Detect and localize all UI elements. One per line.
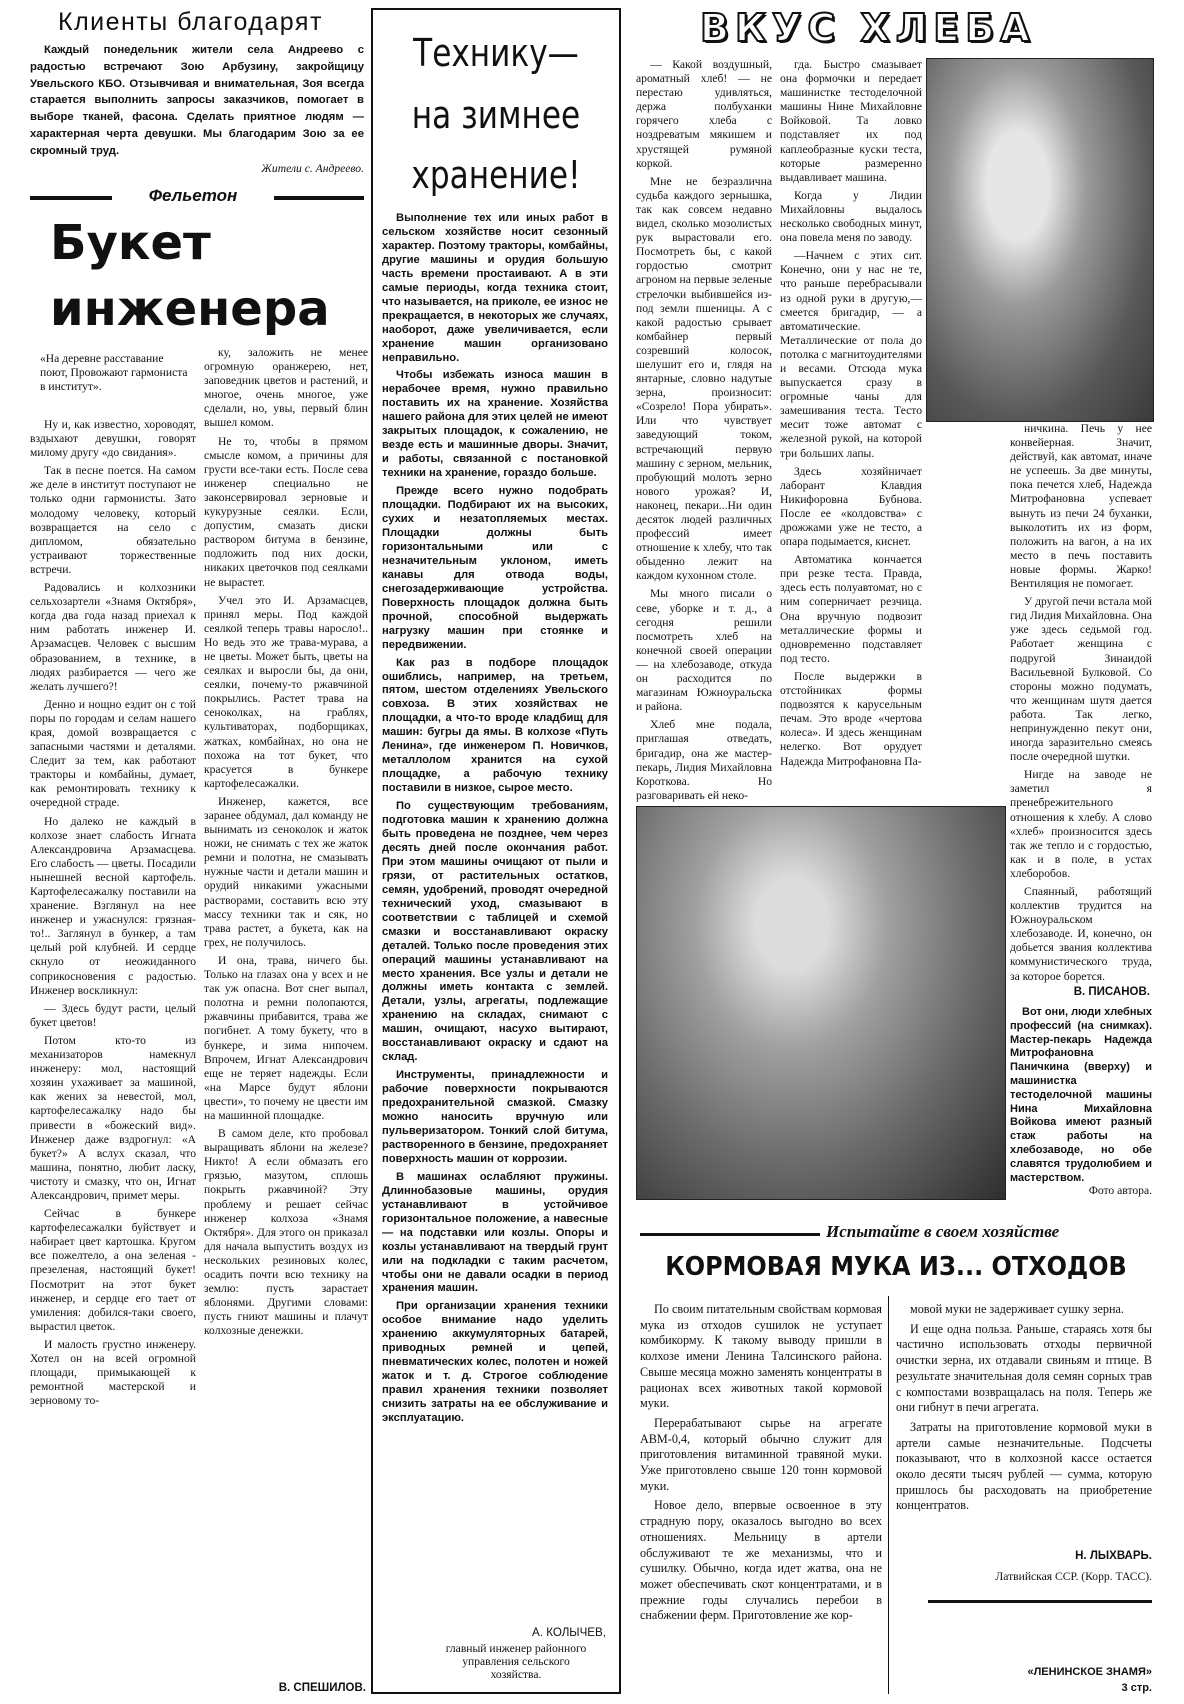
paragraph: После выдержки в отстойниках формы подвозятся к карусельным печам. Это вроде «чертова колеса». И здесь женщинам нелегко. Вот орудует Надежда Митрофановна Па- xyxy=(780,669,922,768)
feuilleton-rule-left xyxy=(30,196,112,200)
kormovaya-sign-place: Латвийская ССР. (Корр. ТАСС). xyxy=(995,1570,1152,1583)
feuilleton-column-1 xyxy=(30,418,196,1690)
paragraph: Так в песне поется. На самом же деле в институт поступают не только одни гармонисты. Зато молодому человеку, который возвращается на село с дипломом, обязательно устраивают торжественные встречи. xyxy=(30,464,196,576)
paragraph: Но далеко не каждый в колхозе знает слабость Игната Александровича Арзамасцева. Его слабость — цветы. Посадили нынешней весной картофель. Картофелесажалку поставили на хранение. Взглянул на нее инженер и ужаснулся: грязная-то!.. Заглянул в бункер, а там целый рой клубней. И сердце скнуло от неожиданного соприкосновения с радостью. Инженер воскликнул: xyxy=(30,814,196,997)
paragraph: Автоматика кончается при резке теста. Правда, здесь есть полуавтомат, но с ним соперничает резчица. Она вручную подвозит металлические формы и одновременно подставляет под тесто. xyxy=(780,553,922,665)
paragraph: Не то, чтобы в прямом смысле комом, а причины для грусти все-таки есть. После сева инженер специально не законсервировал зерновые и кукурузные сеялки. Если, допустим, смазать диски раствором битума в бензине, подложить под них доски, никаких цветочков под сеялками не вырастет. xyxy=(204,434,368,589)
kormovaya-rubric: Испытайте в своем хозяйстве xyxy=(826,1222,1060,1241)
tekhnika-title-2: на зимнее xyxy=(411,93,581,137)
klienty-title: Клиенты благодарят xyxy=(58,8,323,36)
baker-photo-top xyxy=(926,58,1154,422)
tekhnika-title-3: хранение! xyxy=(411,153,581,197)
kormovaya-column-1 xyxy=(640,1302,882,1696)
paragraph: И малость грустно инженеру. Хотел он на всей огромной площади, примыкающей к ремонтной мастерской и зерновому то- xyxy=(30,1337,196,1408)
feuilleton-column-2 xyxy=(204,346,368,1676)
kormovaya-column-2 xyxy=(896,1302,1152,1532)
paragraph: Нигде на заводе не заметил я пренебрежительного отношения к хлебу. А слово «хлеб» произносится здесь так же тепло и с гордостью, как и в поле, в устах хлеборобов. xyxy=(1010,768,1152,880)
paragraph: Инструменты, принадлежности и рабочие поверхности покрываются предохранительной смазкой. Смазку можно наносить вручную или пульверизатором. Тонкий слой битума, растворенного в бензине, предохраняет поверхность машин от коррозии. xyxy=(382,1069,608,1165)
vkus-sign: В. ПИСАНОВ. xyxy=(1073,986,1150,998)
paragraph: Выполнение тех или иных работ в сельском хозяйстве носит сезонный характер. Поэтому тракторы, комбайны, другие машины и орудия большую часть времени простаивают. А в эти самые периоды, когда техника стоит, что называется, на приколе, ее износ не прекращается, в некоторых же случаях, наоборот, даже увеличивается, если хранение машин организовано неправильно. xyxy=(382,212,608,364)
tekhnika-text xyxy=(382,212,608,1620)
paragraph: При организации хранения техники особое внимание надо уделить хранению аккумуляторных батарей, приводных ремней и цепей, пневматических колес, полотен и ножей жаток и т. д. Строгое соблюдение правил хранения техники позволяет снизить затраты на ее обслуживание и эксплуатацию. xyxy=(382,1300,608,1425)
footer-rule xyxy=(928,1600,1152,1603)
feuilleton-title-2: инженера xyxy=(50,281,330,337)
paragraph: Радовались и колхозники сельхозартели «Знамя Октября», когда два года назад приехал к ним работать инженер И. Арзамасцев. Человек с высшим образованием, в технике, в людях разбирается — чего же желать лучшего?! xyxy=(30,581,196,693)
vkus-photo-credit: Фото автора. xyxy=(1088,1184,1152,1197)
paragraph: Потом кто-то из механизаторов намекнул инженеру: мол, настоящий хозяин ухаживает за машиной, как жених за невестой, мол, картофелесажалку надо бы привести в «божеский вид». Инженер даже вздрогнул: «А букет?» А вслух сказал, что машина, понятно, любит ласку, чистоту и смазку, что он, Игнат Александрович, примет меры. xyxy=(30,1033,196,1202)
paragraph: мовой муки не задерживает сушку зерна. xyxy=(910,1302,1124,1316)
paragraph: Инженер, кажется, все заранее обдумал, дал команду не вынимать из сеноколок и жаток ножи, не снимать с тех же жаток ремни и полотна, не смазывать нужные части и детали машин и орудий никакими ужасными растворами, составить всю эту массу техники так и сяк, но трава растет, а букета, как на грех, не получилось. xyxy=(204,794,368,949)
kormovaya-column-divider xyxy=(888,1296,889,1694)
vkus-column-2 xyxy=(780,58,922,800)
paragraph: Затраты на приготовление кормовой муки в артели самые незначительные. Подсчеты показывают, что в колхозной кассе остается около десяти тысяч рублей — сумма, которую пришлось бы расходовать на приобретение концентратов. xyxy=(896,1419,1152,1513)
tekhnika-sign-role: главный инженер районного управления сельского хозяйства. xyxy=(445,1642,587,1681)
paragraph: гда. Быстро смазывает она формочки и передает машинистке тестоделочной машины Нине Михайловне Войковой. Та ловко подставляет их под каплеобразные куски теста, которые размеренно выдавливает машина. xyxy=(780,58,922,184)
paragraph: В самом деле, кто пробовал выращивать яблони на железе? Никто! А если обмазать его грязью, мазутом, сплошь покрыть ржавчиной? Эту проблему и решает сейчас инженер колхоза «Знамя Октября». Для этого он приказал для начала выпустить воздух из нескольких резиновых колес, осадить почти всю технику на землю: пусть зарастает яблонями. Другими словами: пусть гниют машины и плачут колхозные денежки. xyxy=(204,1127,368,1338)
paragraph: Сейчас в бункере картофелесажалки буйствует и набирает цвет картошка. Кругом все пожелтело, а она зеленая - презеленая, настоящий букет! Посмотрит на этот букет инженер, и сердце его тает от умиления: добился-таки своего, вырастил цветок. xyxy=(30,1207,196,1333)
vkus-caption: Вот они, люди хлебных профессий (на снимках). Мастер-пекарь Надежда Митрофановна Паничкина (вверху) и машинистка тестоделочной машины Нина Михайловна Войкова имеют разный стаж работы на хлебозаводе, но обе славятся трудолюбием и мастерством. xyxy=(1010,1006,1152,1184)
paragraph: По своим питательным свойствам кормовая мука из отходов сушилок не уступает комбикорму. К такому выводу пришли в колхозе имени Ленина Талсинского района. Свыше месяца можно заменять концентраты в рационах всех животных такой кормовой муки. xyxy=(640,1302,882,1411)
paragraph: ничкина. Печь у нее конвейерная. Значит, действуй, как автомат, иначе не успеешь. За две минуты, пока печется хлеб, Надежда Митрофановна успевает вынуть из печи 24 буханки, выколотить их из форм, положить на вагон, а на их место в печь поставить новые формы. Жарко! Вентиляция не помогает. xyxy=(1010,422,1152,591)
paragraph: И она, трава, ничего бы. Только на глазах она у всех и не так уж опасна. Вот снег выпал, полотна и ремни полопаются, ржавчины прибавится, трава же погибнет. А тому букету, что в бункере, и зима нипочем. Впрочем, Игнат Александрович еще не теряет надежды. Если «на Марсе будут яблони цвести», то почему не цвести им на машинной площадке. xyxy=(204,953,368,1122)
tekhnika-title-1: Технику— xyxy=(413,31,579,75)
paragraph: Новое дело, впервые освоенное в эту страдную пору, оказалось выгодно во всех отношениях. Мельницу в артели обслуживают те же механизмы, что и сушилку. Обычно, когда идет жатва, она не может обеспечивать скот концентратами, и в прежние годы случались перебои в снабжении ферм. Приготовление же кор- xyxy=(640,1498,882,1623)
paragraph: По существующим требованиям, подготовка машин к хранению должна быть проведена не позднее, чем через десять дней после окончания работ. При этом машины очищают от пыли и грязи, от растительных остатков, семян, удобрений, проводят очередной технический уход, смазывают в соответствии с таблицей и схемой смазки и восстанавливают окраску деталей. Только после проведения этих операций машины устанавливают на место хранения. Все узлы и детали не должны иметь контакта с землей. Детали, узлы, агрегаты, подлежащие хранению на складах, снимают с машин, очищают, насухо вытирают, восстанавливают окраску и сдают на склад. xyxy=(382,800,608,1064)
vkus-column-1 xyxy=(636,58,773,802)
kormovaya-sign-name: Н. ЛЫХВАРЬ. xyxy=(1075,1550,1152,1562)
feuilleton-epigraph: «На деревне расставание поют, Провожают гармониста в институт». xyxy=(40,352,188,394)
paragraph: В машинах ослабляют пружины. Длиннобазовые машины, орудия устанавливают в устойчивое горизонтальное положение, а навесные — на подставки или козлы. Опоры и козлы устанавливают на твердый грунт или на подкладки с таким расчетом, чтобы они не давали осадки в период хранения машин. xyxy=(382,1170,608,1295)
paragraph: И еще одна польза. Раньше, стараясь хотя бы частично использовать отходы первичной очистки зерна, их отдавали свиньям и птице. В результате значительная доля семян сорных трав с компостами возвращалась на поля. Теперь же они гибнут в печи агрегата. xyxy=(896,1321,1152,1415)
paragraph: Мы много писали о севе, уборке и т. д., а сегодня решили посмотреть хлеб на конечной своей операции — на хлебозаводе, откуда он расходится по магазинам Южноуральска и района. xyxy=(636,587,772,714)
vkus-column-3 xyxy=(1010,422,1152,983)
footer-page-number: 3 стр. xyxy=(1121,1682,1152,1694)
feuilleton-rubric: Фельетон xyxy=(148,186,238,205)
tekhnika-sign-name: А. КОЛЫЧЕВ, xyxy=(532,1626,606,1639)
paragraph: Прежде всего нужно подобрать площадки. Подбирают их на высоких, сухих и незатопляемых местах. Площадки должны быть горизонтальными или с незначительным уклоном, иметь канавы для отвода воды, снегозадерживающие устройства. Поверхность площадок должна быть прочной, способной выдержать нагрузку машин при стоянке и передвижении. xyxy=(382,485,608,651)
paragraph: Ну и, как известно, хороводят, вздыхают девушки, говорят милому другу «до свидания». xyxy=(30,418,196,460)
paragraph: Мне не безразлична судьба каждого зернышка, так как совсем недавно видел, сколько мозолистых рук вырастовали его. Посмотреть бы, с какой гордостью смотрит агроном на первые зеленые стрелочки выбившейся из-под земли пшеницы. А с какой радостью срывает комбайнер первый созревший колосок, шелушит его и, глядя на янтарные, словно надутые зерна, произносит: «Созрело! Пора убирать». Или что чувствует заведующий током, встречающий первую машину с зерном, мельник, пробующий молоть зерно нового урожая? И, наконец, пекари...Ни один десяток людей различных профессий имеет отношение к хлебу, что так обыденно лежит на каждом кухонном столе. xyxy=(636,174,773,583)
paragraph: Учел это И. Арзамасцев, принял меры. Под каждой сеялкой теперь травы наросло!.. Но ведь это же трава-мурава, а не цветы. Может быть, цветы на сеялках и выросли бы, да они, сеялки, почему-то ржавчиной покрылись. Растет трава на сеноколках, на граблях, культиваторах, подборщиках, жатках, комбайнах, но она не похожа на тот букет, что красуется в бункере картофелесажалки. xyxy=(204,593,368,790)
paragraph: — Какой воздушный, ароматный хлеб! — не перестаю удивляться, держа полбуханки горячего хлеба с ноздреватым мякишем и хрустящей румяной коркой. xyxy=(636,58,772,170)
feuilleton-sign: В. СПЕШИЛОВ. xyxy=(278,1682,366,1694)
vkus-title: ВКУС ХЛЕБА xyxy=(700,6,1036,50)
paragraph: Спаянный, работящий коллектив трудится на Южноуральском хлебозаводе. И, конечно, он добьется звания коллектива коммунистического труда, за которое борется. xyxy=(1010,885,1152,983)
footer-paper-name: «ЛЕНИНСКОЕ ЗНАМЯ» xyxy=(1027,1666,1152,1678)
paragraph: Чтобы избежать износа машин в нерабочее время, нужно правильно поставить их на хранение. Хозяйства нашего района для этих целей не имеют закрытых площадок, к сожалению, не везде есть и машинные дворы. Значит, и работы, связанной с постановкой техники на хранение, гораздо больше. xyxy=(382,369,608,480)
paragraph: Как раз в подборе площадок ошиблись, например, на третьем, пятом, шестом отделениях Увельского совхоза. В этих хозяйствах не площадки, а что-то вроде кладбищ для машин: бугры да ямы. В колхозе «Путь Ленина», где инженером П. Новичков, металлолом хранится на сухой площадке, а рабочую технику поставили в низкое, сырое место. xyxy=(382,656,608,795)
baker-photo-bottom xyxy=(636,806,1006,1200)
paragraph: Здесь хозяйничает лаборант Клавдия Никифоровна Бубнова. После ее «колдовства» с дрожжами уже не тесто, а опара подымается, киснет. xyxy=(780,464,922,549)
paragraph: Хлеб мне подала, приглашая отведать, бригадир, она же мастер-пекарь, Лидия Михайловна Короткова. Но разговаривать ей неко- xyxy=(636,718,772,802)
paragraph: ку, заложить не менее огромную оранжерею, нет, заповедник цветов и растений, и многое, очень многое, уже сделали, но, увы, первый блин вышел комом. xyxy=(204,346,368,430)
paragraph: — Здесь будут расти, целый букет цветов! xyxy=(30,1001,196,1029)
paragraph: —Начнем с этих сит. Конечно, они у нас не те, что раньше перебрасывали из одной руки в другую,—смеется бригадир, — а автоматические. Металлические от пола до потолка с магнитоудителями и весами. Отсюда мука выпускается сразу в огромные чаны для замешивания теста. Тесто месит тоже автомат с железной рукой, на которой три больших лапы. xyxy=(780,249,922,460)
paragraph: У другой печи встала мой гид Лидия Михайловна. Она уже здесь седьмой год. Работает женщина с подругой Зинаидой Васильевной Булковой. Со стороны можно подумать, что женщинам шутя дается работа. Так легко, непринужденно пекут они, иногда заразительно смеясь после очередной шутки. xyxy=(1010,595,1152,764)
kormovaya-title: КОРМОВАЯ МУКА ИЗ... ОТХОДОВ xyxy=(665,1252,1127,1282)
kormovaya-rule-left xyxy=(640,1233,820,1236)
paragraph: Денно и нощно ездит он с той поры по городам и селам нашего края, домой возвращается с запасными частями и деталями. Следит за тем, как работают тракторы и комбайны, думает, как ремонтировать технику к очередной страде. xyxy=(30,697,196,810)
paragraph: Перерабатывают сырье на агрегате АВМ-0,4, который обычно служит для приготовления витаминной травяной муки. Уже приготовлено свыше 120 тонн кормовой муки. xyxy=(640,1415,882,1493)
feuilleton-title-1: Букет xyxy=(50,215,211,271)
klienty-text: Каждый понедельник жители села Андреево с радостью встречают Зою Арбузину, закройщицу Увельского КБО. Отзывчивая и внимательная, Зоя всегда старается выполнить запросы заказчиков, помогает в выборе тканей, фасона. Сделать приятное людям — характерная черта девушки. Мы благодарим Зою за ее скромный труд. xyxy=(30,44,364,157)
paragraph: Когда у Лидии Михайловны выдалось несколько свободных минут, она повела меня по заводу. xyxy=(780,188,922,245)
klienty-sign: Жители с. Андреево. xyxy=(261,162,364,175)
feuilleton-rule-right xyxy=(274,196,364,200)
